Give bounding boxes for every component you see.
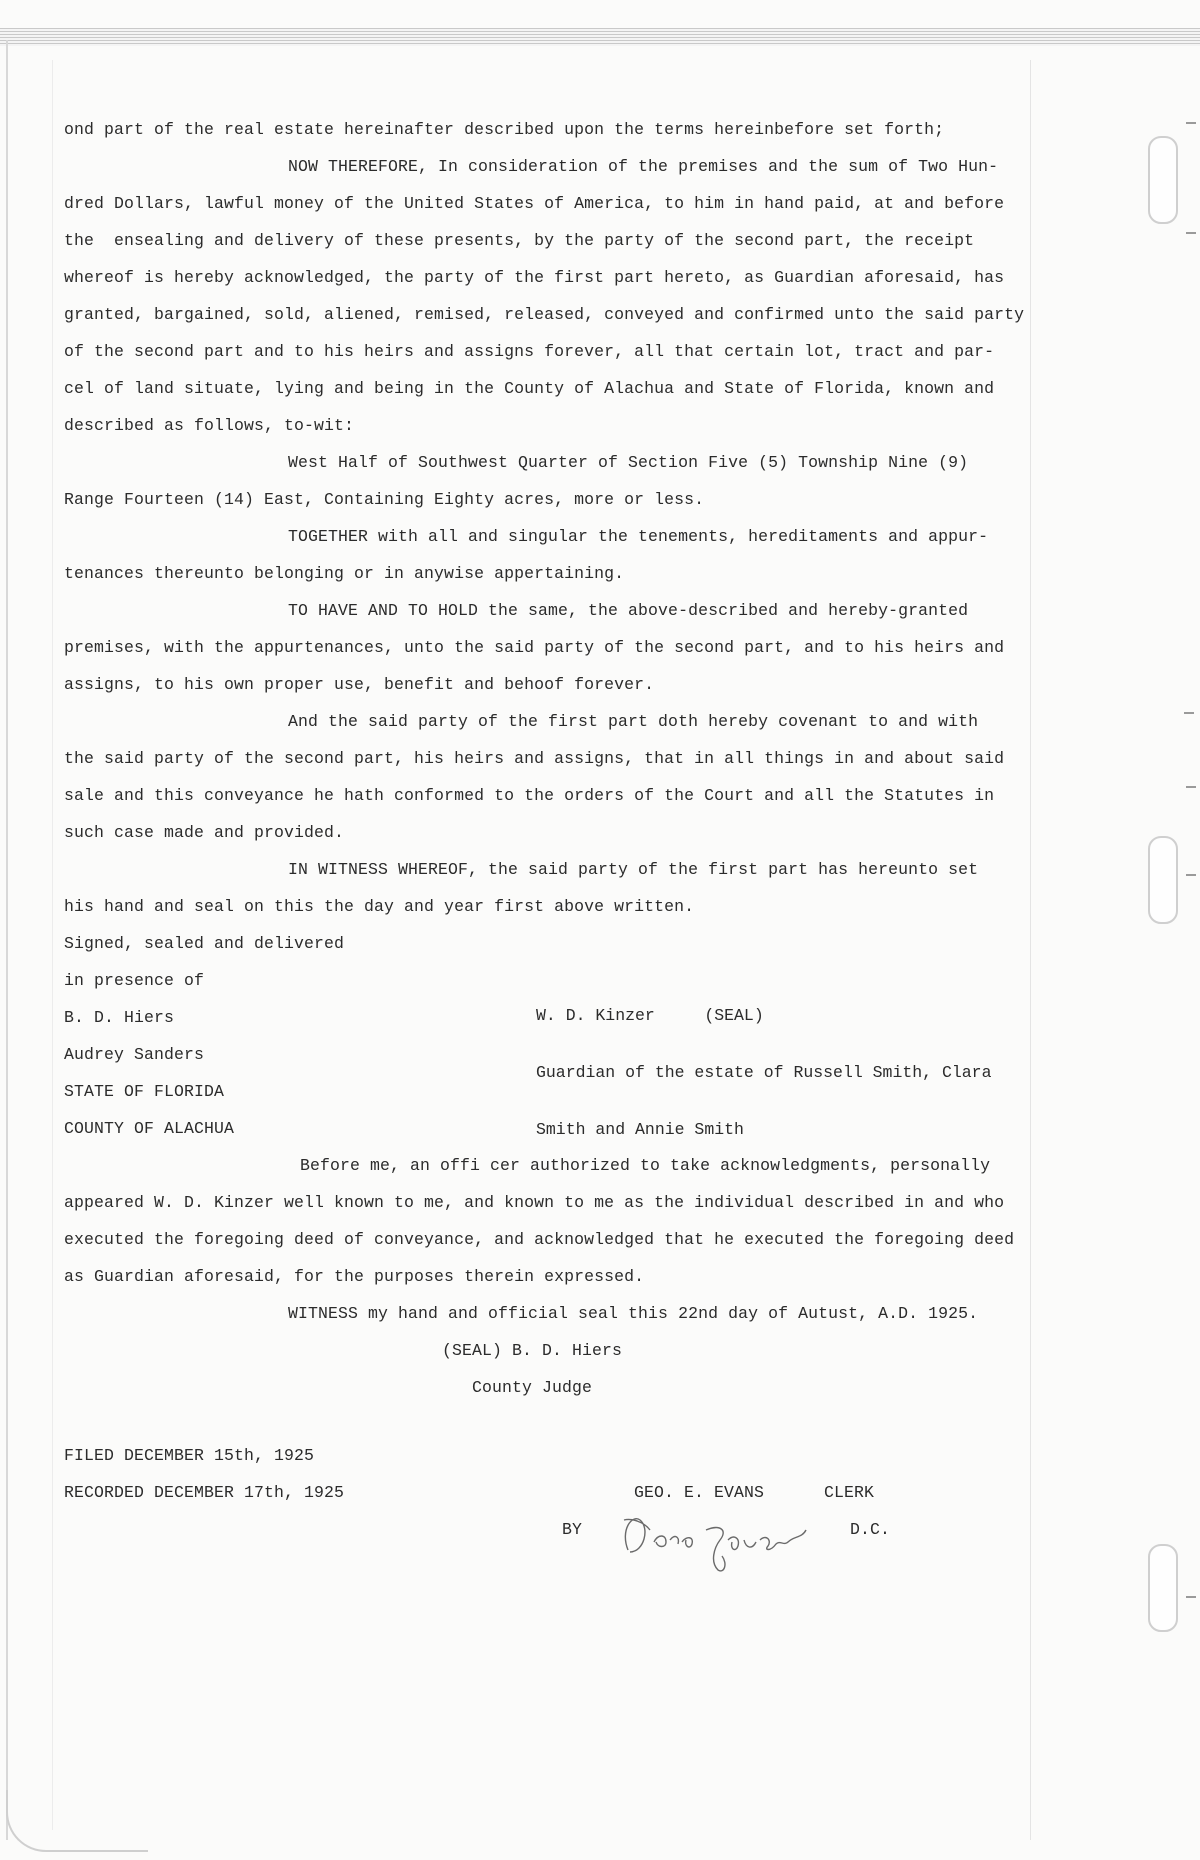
text-line: sale and this conveyance he hath conformed to the orders of the Court and all the Statutes in (64, 786, 995, 805)
text-line: the said party of the second part, his heirs and assigns, that in all things in and about said (64, 749, 1005, 768)
clerk-name: GEO. E. EVANS CLERK (634, 1483, 875, 1502)
grantor-signature-block (536, 968, 991, 1177)
grantor-title: Guardian of the estate of Russell Smith, Clara (536, 1063, 992, 1082)
page-right-margin-line (1030, 60, 1031, 1840)
judge-name: (SEAL) B. D. Hiers (442, 1341, 623, 1360)
text-line: such case made and provided. (64, 823, 345, 842)
by-label: BY (562, 1520, 583, 1539)
judge-title: County Judge (472, 1378, 593, 1397)
text-line: Range Fourteen (14) East, Containing Eighty acres, more or less. (64, 490, 705, 509)
text-line: executed the foregoing deed of conveyance, and acknowledged that he executed the foregoing deed (64, 1230, 1015, 1249)
text-line: tenances thereunto belonging or in anywise appertaining. (64, 564, 625, 583)
margin-tick (1186, 232, 1196, 234)
margin-tick (1186, 1596, 1196, 1598)
page-margin-line (52, 60, 53, 1830)
text-line: appeared W. D. Kinzer well known to me, and known to me as the individual described in and who (64, 1193, 1005, 1212)
presence-line: in presence of (64, 971, 205, 990)
margin-tick (1186, 786, 1196, 788)
state-heading: STATE OF FLORIDA (64, 1082, 225, 1101)
text-line: his hand and seal on this the day and year first above written. (64, 897, 695, 916)
grantor-name: W. D. Kinzer (SEAL) (536, 1006, 764, 1025)
binder-hole-top (1148, 136, 1178, 224)
witness-name: B. D. Hiers (64, 1008, 175, 1027)
text-line: whereof is hereby acknowledged, the party of the first part hereto, as Guardian aforesaid, has (64, 268, 1005, 287)
deputy-clerk-label: D.C. (850, 1520, 891, 1539)
text-line: NOW THEREFORE, In consideration of the premises and the sum of Two Hun- (288, 157, 999, 176)
page-left-edge (6, 40, 8, 1840)
witness-name: Audrey Sanders (64, 1045, 205, 1064)
binder-hole-bottom (1148, 1544, 1178, 1632)
text-line: granted, bargained, sold, aliened, remised, released, conveyed and confirmed unto the said party (64, 305, 1025, 324)
text-line: of the second part and to his heirs and assigns forever, all that certain lot, tract and par- (64, 342, 995, 361)
text-line: And the said party of the first part doth hereby covenant to and with (288, 712, 979, 731)
signed-sealed-line: Signed, sealed and delivered (64, 934, 345, 953)
text-line: West Half of Southwest Quarter of Section Five (5) Township Nine (9) (288, 453, 969, 472)
text-line: cel of land situate, lying and being in the County of Alachua and State of Florida, known and (64, 379, 995, 398)
page-corner-curl (6, 1790, 148, 1852)
text-line: premises, with the appurtenances, unto the said party of the second part, and to his heirs and (64, 638, 1005, 657)
text-line: as Guardian aforesaid, for the purposes therein expressed. (64, 1267, 645, 1286)
binder-hole-middle (1148, 836, 1178, 924)
text-line: described as follows, to-wit: (64, 416, 355, 435)
text-line: TO HAVE AND TO HOLD the same, the above-described and hereby-granted (288, 601, 969, 620)
margin-tick (1186, 874, 1196, 876)
margin-tick (1184, 712, 1194, 714)
deputy-signature (610, 1500, 860, 1580)
text-line: TOGETHER with all and singular the tenements, hereditaments and appur- (288, 527, 989, 546)
text-line: ond part of the real estate hereinafter described upon the terms hereinbefore set forth; (64, 120, 945, 139)
text-line: dred Dollars, lawful money of the United States of America, to him in hand paid, at and before (64, 194, 1005, 213)
county-heading: COUNTY OF ALACHUA (64, 1119, 235, 1138)
text-line: IN WITNESS WHEREOF, the said party of the first part has hereunto set (288, 860, 979, 879)
filed-date: FILED DECEMBER 15th, 1925 (64, 1446, 315, 1465)
text-line: Before me, an offi cer authorized to take acknowledgments, personally (300, 1156, 991, 1175)
text-line: WITNESS my hand and official seal this 22nd day of Autust, A.D. 1925. (288, 1304, 979, 1323)
text-line: assigns, to his own proper use, benefit and behoof forever. (64, 675, 655, 694)
grantor-title: Smith and Annie Smith (536, 1120, 744, 1139)
text-line: the ensealing and delivery of these presents, by the party of the second part, the receipt (64, 231, 975, 250)
scan-top-band (0, 28, 1200, 46)
recorded-date: RECORDED DECEMBER 17th, 1925 (64, 1483, 345, 1502)
margin-tick (1186, 122, 1196, 124)
